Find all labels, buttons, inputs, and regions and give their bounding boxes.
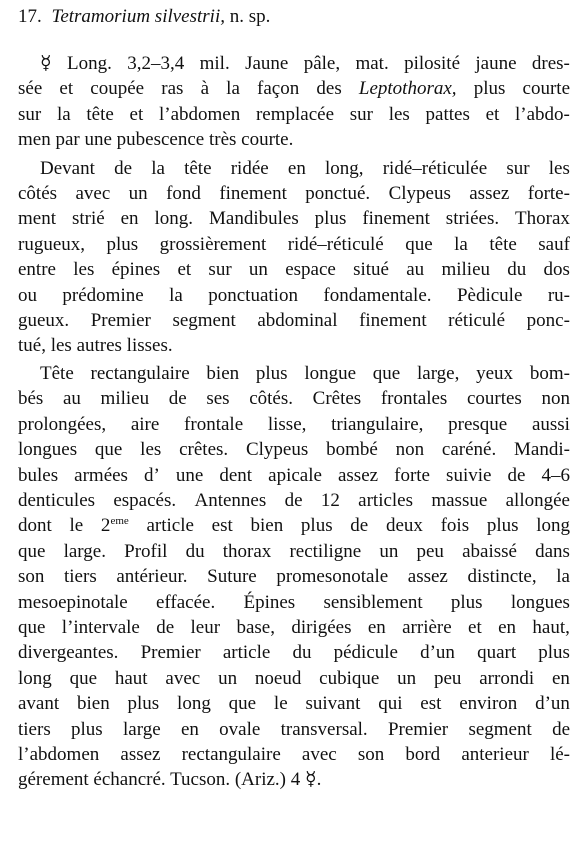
word: forte (394, 464, 430, 486)
word: large (123, 718, 161, 740)
word: plus (538, 642, 570, 664)
word: en (367, 616, 386, 638)
word: les (140, 439, 162, 461)
word: peu (433, 667, 462, 689)
word: d’un (535, 693, 570, 715)
word: Devant (40, 157, 95, 179)
word: prédomine (62, 284, 144, 306)
word: finement (359, 310, 427, 332)
word: les (73, 259, 95, 281)
word: épines (111, 259, 161, 281)
word: dos (543, 259, 570, 281)
word: Premier (90, 310, 151, 332)
word: tête (489, 233, 517, 255)
word: avant (18, 693, 60, 715)
word: ment (18, 208, 56, 230)
word: l’abdomen (158, 103, 241, 125)
text-line (18, 127, 570, 152)
word: Suture (207, 566, 257, 588)
word: de (168, 388, 187, 410)
word: effacée. (156, 591, 216, 613)
species-status: n. sp. (229, 6, 271, 27)
word: prolongées, (18, 413, 107, 435)
word: aire (130, 413, 160, 435)
word: espacés. (113, 489, 177, 511)
word: que (228, 693, 257, 715)
text-line (18, 412, 570, 437)
word: que (372, 362, 401, 384)
word: strié (71, 208, 105, 230)
species-name: Tetramorium silvestrii, (51, 6, 225, 27)
word: massue (431, 489, 488, 511)
word: un (218, 667, 238, 689)
document-page (18, 4, 570, 795)
word: haut (114, 667, 148, 689)
word: mesoepinotale (18, 591, 128, 613)
text-line (18, 51, 570, 76)
word: plus (314, 208, 347, 230)
word: antérieur. (116, 566, 188, 588)
species-heading (18, 4, 570, 29)
word: sur (18, 103, 42, 125)
word: l’abdo- (515, 103, 570, 125)
word: longues (18, 439, 78, 461)
text-line (18, 590, 570, 615)
word: 3,2–3,4 (127, 53, 185, 74)
text-line (18, 181, 570, 206)
word: en (287, 157, 306, 179)
word: presque (448, 413, 508, 435)
word: gueux. (18, 310, 70, 332)
word: de (156, 616, 175, 638)
word: articles (358, 489, 414, 511)
word: plus (450, 591, 483, 613)
word: en (120, 208, 139, 230)
word: armées (74, 464, 128, 486)
word: ridé–réticulé (287, 233, 384, 255)
word: et (177, 259, 192, 281)
word: au (406, 259, 425, 281)
word: longues (510, 591, 570, 613)
word: plus (106, 233, 139, 255)
text-line (18, 539, 570, 564)
word: thorax (222, 540, 272, 562)
word: abdominal (257, 310, 338, 332)
word: bés (18, 388, 44, 410)
word: est (420, 693, 442, 715)
word: qui (378, 693, 403, 715)
word: tête (184, 157, 212, 179)
word: avec (75, 183, 111, 205)
word: pattes (425, 103, 470, 125)
word: de (507, 464, 526, 486)
word: rectangulaire (90, 362, 190, 384)
word: sur (506, 157, 530, 179)
text-run: dont le 2 (18, 515, 111, 537)
word: Clypeus (388, 183, 451, 205)
word: yeux (476, 362, 514, 384)
word: large, (416, 362, 460, 384)
word: long (177, 693, 211, 715)
word: Crêtes (312, 388, 362, 410)
word: leur (190, 616, 221, 638)
word: Pèdicule (456, 284, 523, 306)
word: la (151, 157, 165, 179)
description-body (18, 51, 570, 793)
word: sur (208, 259, 232, 281)
word: 12 (320, 489, 340, 511)
text-line (18, 333, 570, 358)
word: arrière (402, 616, 452, 638)
word: pilosité (404, 53, 461, 74)
word: bules (18, 464, 59, 486)
text-run: plus courte (456, 78, 570, 100)
word: segment (172, 310, 236, 332)
word: arrondi (479, 667, 535, 689)
word: peu (416, 540, 444, 562)
word: pâle, (303, 53, 341, 74)
word: une (175, 464, 204, 486)
word: son (18, 566, 45, 588)
word: tiers (64, 566, 97, 588)
text-line (18, 666, 570, 691)
text-run: sée et coupée ras à la façon des (18, 78, 359, 100)
text-line (18, 437, 570, 462)
word: frontales (380, 388, 448, 410)
word: et (485, 103, 500, 125)
word: rectiligne (289, 540, 362, 562)
text-line (18, 742, 570, 767)
word: ridé–réticulée (382, 157, 488, 179)
word: long (18, 667, 52, 689)
word: Antennes (194, 489, 267, 511)
word: base, (236, 616, 275, 638)
word: ☿ (40, 53, 52, 74)
word: sauf (538, 233, 570, 255)
paragraph (18, 156, 570, 359)
word: bien (76, 693, 110, 715)
word: l’intervale (61, 616, 140, 638)
word: au (62, 388, 81, 410)
word: striées. (445, 208, 500, 230)
genus-name: Leptothorax, (358, 78, 457, 100)
word: en (180, 718, 199, 740)
word: Premier (387, 718, 449, 740)
word: long. (154, 208, 194, 230)
word: de (114, 157, 132, 179)
text-line (18, 640, 570, 665)
word: abaissé (462, 540, 517, 562)
word: non (541, 388, 570, 410)
word: plus (71, 718, 103, 740)
word: un (248, 259, 268, 281)
word: la (454, 233, 468, 255)
word: article (222, 642, 271, 664)
text-line (18, 767, 570, 792)
word: transversal. (280, 718, 368, 740)
text-line (18, 156, 570, 181)
word: ou (18, 284, 37, 306)
word: Jaune (245, 53, 289, 74)
word: promesonotale (276, 566, 389, 588)
word: Tête (40, 362, 74, 384)
word: ovale (219, 718, 261, 740)
word: de (284, 489, 303, 511)
word: en (551, 667, 570, 689)
text-line (18, 283, 570, 308)
paragraph (18, 51, 570, 153)
word: la (169, 284, 183, 306)
word: Épines (243, 591, 296, 613)
word: et (468, 616, 482, 638)
word: que (94, 439, 123, 461)
word: sensiblement (323, 591, 423, 613)
word: en (498, 616, 517, 638)
word: dans (535, 540, 570, 562)
text-run: gérement échancré. Tucson. (Ariz.) 4 ☿. (18, 769, 322, 791)
word: son (357, 743, 385, 765)
word: ponctué. (305, 183, 371, 205)
text-run: tué, les autres lisses. (18, 335, 173, 357)
word: fondamentale. (323, 284, 432, 306)
word: d’un (420, 642, 455, 664)
text-line (18, 206, 570, 231)
word: long, (325, 157, 364, 179)
ordinal-suffix: eme (110, 515, 129, 528)
text-line (18, 513, 570, 538)
word: aussi (531, 413, 570, 435)
word: mil. (199, 53, 230, 74)
word: haut, (532, 616, 570, 638)
word: anterieur (461, 743, 529, 765)
word: tiers (18, 718, 51, 740)
word: côtés. (249, 388, 293, 410)
word: entre (18, 259, 56, 281)
word: les (388, 103, 410, 125)
word: mat. (355, 53, 389, 74)
word: bien (206, 362, 240, 384)
word: Mandi- (514, 439, 570, 461)
word: caréné. (441, 439, 497, 461)
word: un (397, 667, 417, 689)
word: un (379, 540, 399, 562)
word: assez (469, 183, 510, 205)
word: segment (468, 718, 532, 740)
text-line (18, 717, 570, 742)
word: triangulaire, (331, 413, 424, 435)
word: milieu (100, 388, 150, 410)
word: denticules (18, 489, 96, 511)
word: assez (337, 464, 379, 486)
word: rugueux, (18, 233, 86, 255)
text-line (18, 76, 570, 101)
word: longue (304, 362, 357, 384)
word: la (556, 566, 570, 588)
word: le (273, 693, 288, 715)
word: forte- (527, 183, 570, 205)
word: du (292, 642, 312, 664)
word: les (548, 157, 570, 179)
word: Mandibules (209, 208, 299, 230)
word: fond (166, 183, 201, 205)
text-line (18, 232, 570, 257)
word: plus (255, 362, 288, 384)
word: assez (120, 743, 161, 765)
text-line (18, 564, 570, 589)
word: non (395, 439, 425, 461)
word: bombé (326, 439, 378, 461)
species-number: 17. (18, 6, 42, 27)
word: sur (349, 103, 373, 125)
word: suivie (446, 464, 492, 486)
word: pédicule (333, 642, 398, 664)
paragraph (18, 361, 570, 793)
word: jaune (475, 53, 517, 74)
word: ru- (547, 284, 570, 306)
word: dirigées (291, 616, 352, 638)
word: lisse, (267, 413, 307, 435)
word: Thorax (515, 208, 570, 230)
word: du (507, 259, 527, 281)
text-line (18, 308, 570, 333)
word: finement (362, 208, 430, 230)
word: noeud (254, 667, 302, 689)
word: côtés (18, 183, 58, 205)
word: que (18, 540, 46, 562)
word: apicale (268, 464, 322, 486)
word: grossièrement (159, 233, 267, 255)
word: frontale (184, 413, 244, 435)
word: remplacée (255, 103, 335, 125)
word: plus (127, 693, 160, 715)
word: rectangulaire (181, 743, 281, 765)
word: quart (477, 642, 517, 664)
word: lé- (549, 743, 570, 765)
word: divergeantes. (18, 642, 119, 664)
word: assez (407, 566, 448, 588)
text-line (18, 615, 570, 640)
word: d’ (144, 464, 160, 486)
word: Long. (67, 53, 112, 74)
word: 4–6 (541, 464, 570, 486)
word: crêtes. (179, 439, 229, 461)
word: avec (165, 667, 201, 689)
text-run: article est bien plus de deux fois plus long (128, 515, 570, 537)
word: suivant (305, 693, 361, 715)
word: un (128, 183, 148, 205)
word: ponc- (526, 310, 570, 332)
word: que (405, 233, 433, 255)
word: allongée (505, 489, 570, 511)
text-line (18, 463, 570, 488)
word: milieu (441, 259, 491, 281)
word: et (129, 103, 144, 125)
word: réticulé (448, 310, 506, 332)
word: bord (405, 743, 441, 765)
word: du (185, 540, 205, 562)
word: cubique (319, 667, 380, 689)
word: que (18, 616, 46, 638)
word: Premier (140, 642, 201, 664)
text-line (18, 102, 570, 127)
word: finement (219, 183, 287, 205)
word: bom- (529, 362, 570, 384)
text-line (18, 386, 570, 411)
word: environ (459, 693, 518, 715)
word: distincte, (467, 566, 537, 588)
word: avec (301, 743, 337, 765)
word: dres- (531, 53, 570, 74)
word: Profil (124, 540, 168, 562)
word: ponctuation (208, 284, 298, 306)
word: de (552, 718, 570, 740)
text-run: men par une pubescence très courte. (18, 129, 294, 151)
word: ses (206, 388, 230, 410)
word: la (56, 103, 71, 125)
word: espace (285, 259, 336, 281)
word: situé (353, 259, 389, 281)
text-line (18, 257, 570, 282)
word: l’abdomen (18, 743, 100, 765)
text-line (18, 691, 570, 716)
word: que (69, 667, 98, 689)
text-line (18, 361, 570, 386)
word: large. (63, 540, 106, 562)
word: dent (219, 464, 253, 486)
text-line (18, 488, 570, 513)
word: tête (86, 103, 114, 125)
word: ridée (230, 157, 269, 179)
word: Clypeus (245, 439, 309, 461)
word: courtes (466, 388, 522, 410)
